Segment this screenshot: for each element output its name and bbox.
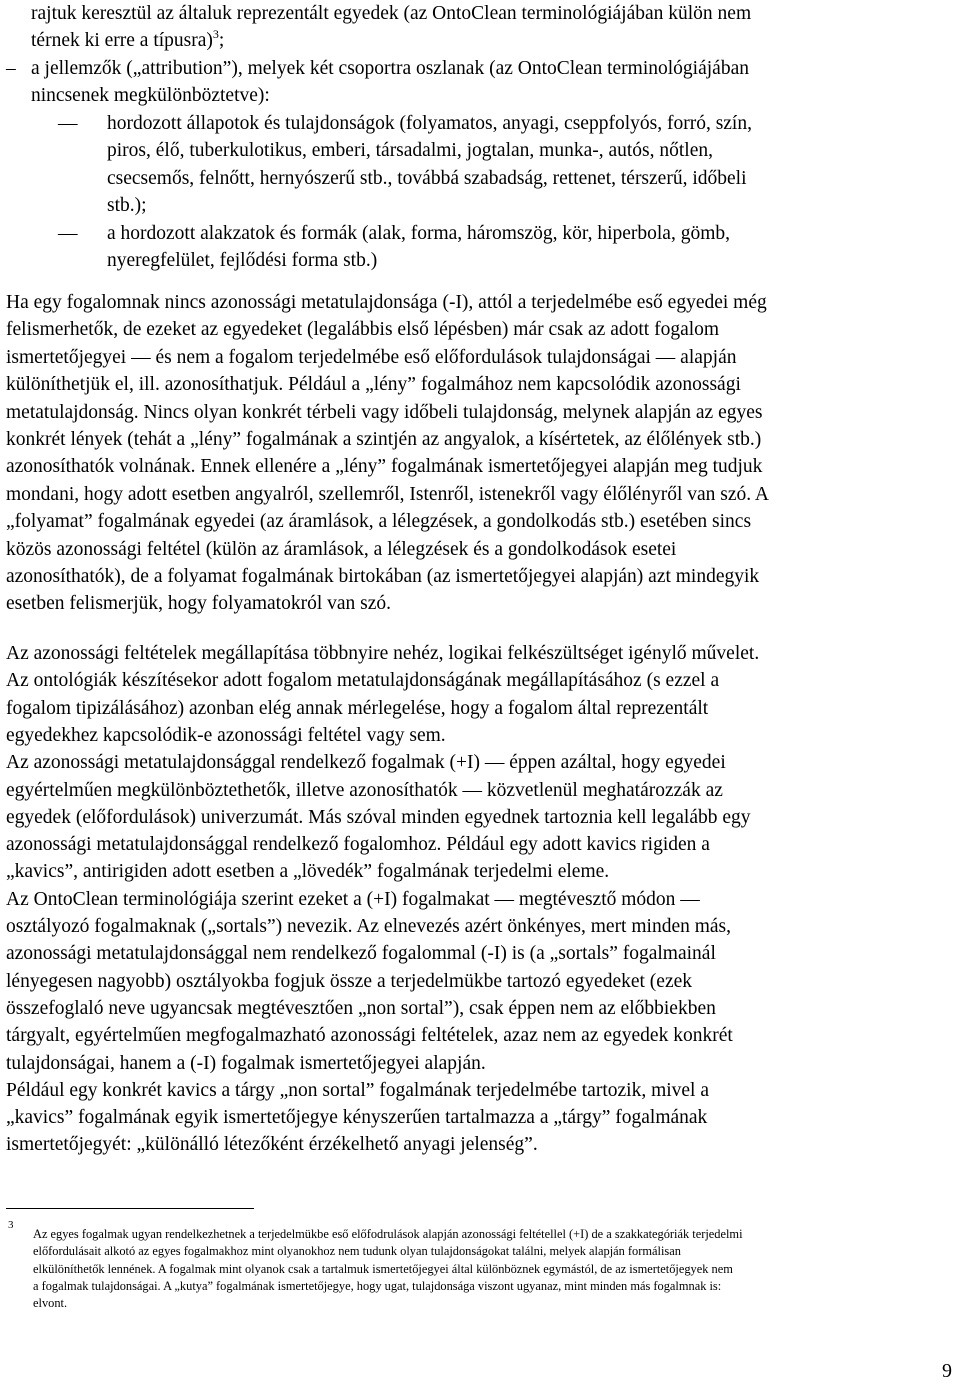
sub-bullet-2-line: nyeregfelület, fejlődési forma stb.)	[107, 250, 378, 271]
paragraph-line: egyedekhez kapcsolódik-e azonossági feltétel vagy sem.	[6, 724, 446, 746]
footnote-separator	[6, 1208, 254, 1209]
paragraph-line: azonossági metatulajdonsággal nem rendelkező fogalommal (-I) is (a „sortals” fogalmainál	[6, 943, 716, 965]
bullet-dash: –	[6, 58, 16, 79]
intro-line-with-footnote	[31, 28, 224, 54]
sub-bullet-1-line: csecsemős, felnőtt, hernyószerű stb., továbbá szabadság, rettenet, térszerű, időbeli	[107, 168, 747, 189]
paragraph-line: egyértelműen megkülönböztethetők, illetve azonosíthatók — közvetlenül meghatározzák az	[6, 779, 723, 801]
paragraph-line: összefoglaló neve ugyancsak megtévesztően „non sortal”), csak éppen nem az előbbiekben	[6, 997, 716, 1019]
paragraph-line: Ha egy fogalomnak nincs azonossági metatulajdonsága (-I), attól a terjedelmébe eső egyedei még	[6, 292, 767, 313]
footnote-reference[interactable]: 3	[212, 27, 219, 41]
paragraph-line: Az OntoClean terminológiája szerint ezeket a (+I) fogalmakat — megtévesztő módon —	[6, 888, 700, 910]
paragraph-line: tulajdonságai, hanem a (-I) fogalmak ismertetőjegyei alapján.	[6, 1052, 486, 1074]
intro-text: térnek ki erre a típusra)	[31, 30, 213, 51]
paragraph-line: tárgyalt, egyértelműen megfogalmazható azonossági feltételek, azaz nem az egyedek konkrét	[6, 1025, 733, 1047]
intro-tail: ;	[218, 30, 225, 51]
footnote-number: 3	[8, 1219, 14, 1231]
bullet-attribution-line: nincsenek megkülönböztetve):	[31, 85, 270, 106]
paragraph-line: konkrét lények (tehát a „lény” fogalmának a szintjén az angyalok, a kísértetek, az élőlények stb.)	[6, 429, 762, 450]
sub-bullet-1-line: piros, élő, tuberkulotikus, emberi, társadalmi, jogtalan, munka-, autós, nőtlen,	[107, 140, 713, 161]
footnote-line: elkülöníthetők lennének. A fogalmak mint olyanok csak a tartalmuk ismertetőjegyei által különböznek egymástól, de az ismertetőjegyek nem	[33, 1261, 733, 1276]
sub-bullet-2-line: a hordozott alakzatok és formák (alak, forma, háromszög, kör, hiperbola, gömb,	[107, 223, 731, 244]
footnote-line: Az egyes fogalmak ugyan rendelkezhetnek a terjedelmükbe eső előfodrulások alapján azonossági feltétellel (+I) de a szakkategóriák terjedelmi	[33, 1227, 743, 1241]
paragraph-line: egyedek (előfordulások) univerzumát. Más szóval minden egyednek tartoznia kell legalább egy	[6, 806, 751, 828]
paragraph-line: Az ontológiák készítésekor adott fogalom metatulajdonságának megállapításához (s ezzel a	[6, 670, 720, 692]
sub-bullet-1-line: hordozott állapotok és tulajdonságok (folyamatos, anyagi, cseppfolyós, forró, szín,	[107, 113, 752, 134]
paragraph-line: metatulajdonság. Nincs olyan konkrét térbeli vagy időbeli tulajdonság, melynek alapján az egyes	[6, 401, 763, 423]
paragraph-line: azonossági metatulajdonsággal rendelkező fogalomhoz. Például egy adott kavics rigiden a	[6, 834, 710, 856]
sub-bullet-dash: —	[58, 223, 78, 244]
paragraph-line: mondani, hogy adott esetben angyalról, szellemről, Istenről, istenekről vagy élőlényről van szó. A	[6, 483, 770, 505]
paragraph-line: azonosíthatók), de a folyamat fogalmának birtokában (az ismertetőjegyei alapján) azt mindegyik	[6, 566, 760, 587]
paragraph-line: különíthetjük el, ill. azonosíthatjuk. Például a „lény” fogalmához nem kapcsolódik azonossági	[6, 374, 741, 396]
paragraph-line: felismerhetők, de ezeket az egyedeket (legalábbis első lépésben) már csak az adott fogalom	[6, 319, 720, 341]
paragraph-line: lényegesen nagyobb) osztályokba fogjuk össze a terjedelmükbe tartozó egyedeket (ezek	[6, 970, 693, 992]
paragraph-line: Az azonossági feltételek megállapítása többnyire nehéz, logikai felkészültséget igénylő művelet.	[6, 643, 760, 664]
sub-bullet-1-line: stb.);	[107, 195, 147, 216]
paragraph-line: „kavics”, antirigiden adott esetben a „lövedék” fogalmának terjedelmi eleme.	[6, 861, 610, 883]
sub-bullet-dash: —	[58, 113, 78, 134]
footnote-line: a fogalmak tulajdonságai. A „kutya” fogalmának ismertetőjegye, hogy ugat, tulajdonsága viszont ugyanaz, mint minden más fogalmnak is:	[33, 1278, 722, 1293]
paragraph-line: Az azonossági metatulajdonsággal rendelkező fogalmak (+I) — éppen azáltal, hogy egyedei	[6, 752, 726, 774]
page-number: 9	[942, 1360, 952, 1382]
paragraph-line: ismertetőjegyei — és nem a fogalom terjedelmébe eső előfordulások tulajdonságai — alapján	[6, 346, 737, 368]
paragraph-line: esetben felismerjük, hogy folyamatokról van szó.	[6, 593, 392, 615]
intro-line: rajtuk keresztül az általuk reprezentált egyedek (az OntoClean terminológiájában külön nem	[31, 3, 752, 24]
paragraph-line: osztályozó fogalmaknak („sortals”) nevezik. Az elnevezés azért önkényes, mert minden más,	[6, 916, 732, 937]
footnote-line: előfordulásait alkotó az egyes fogalmakhoz mint olyanokhoz nem tudunk olyan tulajdonságokat találni, melyek alapján formálisan	[33, 1244, 681, 1259]
paragraph-line: ismertetőjegyét: „különálló létezőként érzékelhető anyagi jelenség”.	[6, 1134, 538, 1156]
paragraph-line: fogalom tipizálásához) azonban elég annak mérlegelése, hogy a fogalom által reprezentált	[6, 697, 709, 719]
paragraph-line: „kavics” fogalmának egyik ismertetőjegye kényszerűen tartalmazza a „tárgy” fogalmának	[6, 1107, 708, 1129]
paragraph-line: Például egy konkrét kavics a tárgy „non sortal” fogalmának terjedelmébe tartozik, mivel a	[6, 1079, 710, 1101]
paragraph-line: „folyamat” fogalmának egyedei (az áramlások, a lélegzések, a gondolkodás stb.) esetében sincs	[6, 511, 752, 533]
bullet-attribution-line: a jellemzők („attribution”), melyek két csoportra oszlanak (az OntoClean terminológiájában	[31, 58, 749, 79]
footnote-line: elvont.	[33, 1296, 68, 1311]
paragraph-line: közös azonossági feltétel (külön az áramlások, a lélegzések és a gondolkodások esetei	[6, 538, 677, 560]
paragraph-line: azonosíthatók volnának. Ennek ellenére a „lény” fogalmának ismertetőjegyei alapján meg tudjuk	[6, 456, 763, 478]
